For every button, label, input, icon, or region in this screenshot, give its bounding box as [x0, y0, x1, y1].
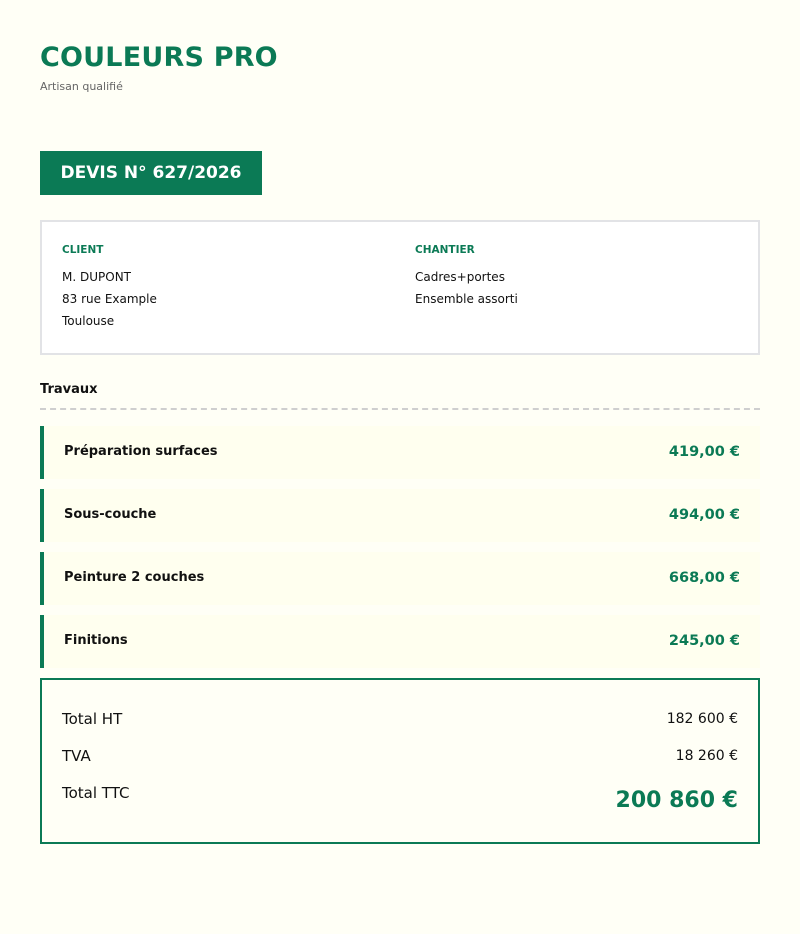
total-ttc-label: Total TTC — [62, 784, 130, 802]
total-ttc-row — [62, 784, 738, 813]
client-name: M. DUPONT — [62, 270, 131, 284]
site-line-2: Ensemble assorti — [415, 292, 518, 306]
company-tagline: Artisan qualifié — [40, 80, 123, 93]
work-item-amount: 245,00 € — [668, 633, 740, 649]
works-section-title: Travaux — [40, 382, 98, 397]
client-heading: CLIENT — [62, 244, 104, 256]
site-line-1: Cadres+portes — [415, 270, 505, 284]
client-street: 83 rue Example — [62, 292, 157, 306]
section-divider — [40, 408, 760, 410]
work-item-label: Sous-couche — [64, 507, 157, 522]
total-ht-value: 182 600 € — [666, 711, 738, 727]
work-item — [40, 489, 760, 542]
client-city: Toulouse — [62, 314, 115, 328]
tva-row — [62, 747, 738, 771]
quote-number-badge — [40, 151, 262, 195]
work-item — [40, 426, 760, 479]
totals-box — [40, 678, 760, 844]
work-item-amount: 668,00 € — [668, 570, 740, 586]
work-item-label: Finitions — [64, 633, 128, 648]
total-ttc-value: 200 860 € — [615, 788, 738, 813]
work-item-amount: 419,00 € — [668, 444, 740, 460]
work-item-label: Peinture 2 couches — [64, 570, 205, 585]
client-block — [62, 244, 157, 336]
total-ht-row — [62, 710, 738, 734]
quote-title: DEVIS N° 627/2026 — [60, 163, 242, 183]
works-list — [40, 426, 760, 678]
site-heading: CHANTIER — [415, 244, 475, 256]
company-name: COULEURS PRO — [40, 42, 278, 73]
total-ht-label: Total HT — [62, 710, 123, 728]
work-item-amount: 494,00 € — [668, 507, 740, 523]
tva-label: TVA — [62, 747, 91, 765]
site-block — [415, 244, 518, 314]
work-item-label: Préparation surfaces — [64, 444, 218, 459]
work-item — [40, 552, 760, 605]
work-item — [40, 615, 760, 668]
parties-info-box — [40, 220, 760, 355]
tva-value: 18 260 € — [675, 748, 738, 764]
